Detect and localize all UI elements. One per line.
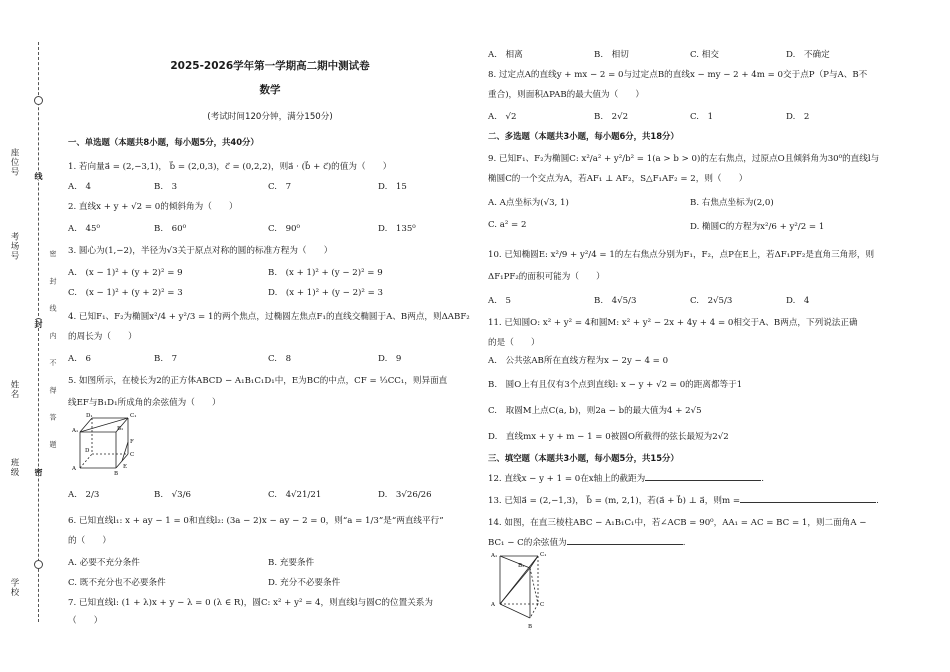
question-7-option-c[interactable]: C. 相交 [690,50,719,60]
question-4-option-b[interactable]: B. 7 [154,354,178,364]
question-5-option-a[interactable]: A. 2/3 [68,490,100,500]
question-9-stem-line1: 9. 已知F₁、F₂为椭圆C: x²/a² + y²/b² = 1(a > b > 0)的左右焦点，过原点O且倾斜角为30⁰的直线l与 [488,154,880,164]
question-2-option-a[interactable]: A. 45⁰ [68,224,100,234]
seal-text-line: 线 [34,172,44,180]
question-1-stem: 1. 若向量a⃗ = (2,−3,1)， b⃗ = (2,0,3)，c⃗ = (0,2,2)，则a⃗ · (b⃗ + c⃗)的值为（ ） [68,162,392,172]
question-7-option-a[interactable]: A. 相离 [488,50,523,60]
question-1-option-b[interactable]: B. 3 [154,182,178,192]
question-2-option-d[interactable]: D. 135⁰ [378,224,416,234]
question-1-option-d[interactable]: D. 15 [378,182,407,192]
question-12-stem: 12. 直线x − y + 1 = 0在x轴上的截距为 [488,474,646,484]
figure14-label-a1: A₁ [491,553,498,559]
question-3-option-d[interactable]: D. (x + 1)² + (y − 2)² = 3 [268,288,383,298]
question-14-stem-line2: BC₁ − C的余弦值为 [488,538,567,548]
question-3-option-a[interactable]: A. (x − 1)² + (y + 2)² = 9 [68,268,183,278]
figure5-label-d: D [85,448,90,454]
question-12-end: . [761,474,764,484]
question-2-option-c[interactable]: C. 90⁰ [268,224,300,234]
question-13-end: . [876,496,879,506]
question-4-option-a[interactable]: A. 6 [68,354,91,364]
question-6-stem-line2: 的（ ） [68,536,111,546]
question-11-option-d[interactable]: D. 直线mx + y + m − 1 = 0被圆O所截得的弦长最短为2√2 [488,432,729,442]
figure5-label-d1: D₁ [86,413,93,419]
figure5-label-c: C [130,452,135,458]
question-8-option-d[interactable]: D. 2 [786,112,810,122]
seat-number-field[interactable] [8,148,20,177]
question-5-option-d[interactable]: D. 3√26/26 [378,490,432,500]
question-5-option-b[interactable]: B. √3/6 [154,490,191,500]
question-4-option-c[interactable]: C. 8 [268,354,292,364]
seal-note: 密 封 线 内 不 得 答 题 [49,250,57,457]
exam-info: (考试时间120分钟，满分150分) [207,112,333,122]
question-7-stem-line1: 7. 已知直线l: (1 + λ)x + y − λ = 0 (λ ∈ R)，圆C: x² + y² = 4，则直线l与圆C的位置关系为 [68,598,433,608]
question-8-stem-line1: 8. 过定点A的直线y + mx − 2 = 0与过定点B的直线x − my − 2 + 4m = 0交于点P（P与A、B不 [488,70,868,80]
figure14-label-c: C [540,602,545,608]
section-title-single: 一、单选题（本题共8小题，每小题5分，共40分） [68,137,259,147]
question-9-option-c[interactable]: C. a² = 2 [488,220,527,230]
question-10-stem-line1: 10. 已知椭圆E: x²/9 + y²/4 = 1的左右焦点分别为F₁，F₂，点P在E上，若ΔF₁PF₂是直角三角形，则 [488,250,875,260]
seat-number-label: 座位号 [9,148,19,177]
name-field[interactable] [8,380,20,399]
page-title: 2025-2026学年第一学期高二期中测试卷 [170,60,370,72]
exam-room-label: 考场号 [9,232,19,261]
question-7-stem-line2: （ ） [68,616,103,626]
prism-figure [490,548,560,630]
question-10-stem-line2: ΔF₁PF₂的面积可能为（ ） [488,272,605,282]
question-6-stem-line1: 6. 已知直线l₁: x + ay − 1 = 0和直线l₂: (3a − 2)x − ay − 2 = 0，则“a = 1/3”是“两直线平行” [68,516,444,526]
question-8-option-b[interactable]: B. 2√2 [594,112,629,122]
figure5-label-c1: C₁ [130,413,137,419]
question-6-option-b[interactable]: B. 充要条件 [268,558,315,568]
question-8-stem-line2: 重合)，则面积ΔPAB的最大值为（ ） [488,90,644,100]
seal-text-feng: 封 [34,320,44,328]
question-5-option-c[interactable]: C. 4√21/21 [268,490,322,500]
figure5-label-a: A [72,466,76,472]
question-11-option-c[interactable]: C. 取圆M上点C(a, b)，则2a − b的最大值为4 + 2√5 [488,406,702,416]
question-13-stem: 13. 已知a⃗ = (2,−1,3)， b⃗ = (m, 2,1)，若(a⃗ + b⃗) ⊥ a⃗，则m = [488,496,741,506]
question-10-option-c[interactable]: C. 2√5/3 [690,296,733,306]
question-11-stem-line2: 的是（ ） [488,338,540,348]
question-10-option-b[interactable]: B. 4√5/3 [594,296,637,306]
question-12-answer-blank[interactable] [645,472,761,481]
figure14-label-a: A [491,602,495,608]
question-1-option-c[interactable]: C. 7 [268,182,292,192]
question-4-stem-line2: 的周长为（ ） [68,332,137,342]
question-12-row [488,472,764,484]
section-title-fill: 三、填空题（本题共3小题，每小题5分，共15分） [488,453,679,463]
question-10-option-a[interactable]: A. 5 [488,296,511,306]
exam-room-field[interactable] [8,232,20,261]
question-4-option-d[interactable]: D. 9 [378,354,402,364]
figure14-label-b1: B₁ [518,563,525,569]
question-14-end: . [682,538,686,548]
figure5-label-b: B [114,471,119,476]
question-8-option-a[interactable]: A. √2 [488,112,517,122]
question-7-option-d[interactable]: D. 不确定 [786,50,830,60]
figure14-label-b: B [528,624,533,630]
section-title-multi: 二、多选题（本题共3小题，每小题6分，共18分） [488,131,679,141]
question-8-option-c[interactable]: C. 1 [690,112,714,122]
figure5-label-a1: A₁ [72,428,79,434]
binding-margin [0,0,60,672]
school-field[interactable] [8,578,20,597]
question-14-stem-line1: 14. 如图，在直三棱柱ABC − A₁B₁C₁中，若∠ACB = 90⁰，AA₁ = AC = BC = 1，则二面角A − [488,518,867,528]
name-label: 姓名 [9,380,19,399]
question-2-stem: 2. 直线x + y + √2 = 0的倾斜角为（ ） [68,202,238,212]
question-13-answer-blank[interactable] [740,494,876,503]
subject-title: 数学 [259,84,281,96]
class-field[interactable] [8,458,20,477]
question-3-option-c[interactable]: C. (x − 1)² + (y + 2)² = 3 [68,288,183,298]
question-4-stem-line1: 4. 已知F₁、F₂为椭圆x²/4 + y²/3 = 1的两个焦点，过椭圆左焦点F₁的直线交椭圆于A、B两点，则ΔABF₂ [68,312,470,322]
question-6-option-d[interactable]: D. 充分不必要条件 [268,578,341,588]
question-14-answer-blank[interactable] [567,536,683,545]
question-10-option-d[interactable]: D. 4 [786,296,810,306]
question-6-option-c[interactable]: C. 既不充分也不必要条件 [68,578,166,588]
question-9-option-d[interactable]: D. 椭圆C的方程为x²/6 + y²/2 = 1 [690,222,825,232]
question-11-option-b[interactable]: B. 圆O上有且仅有3个点到直线l: x − y + √2 = 0的距离都等于1 [488,380,743,390]
class-label: 班级 [9,458,19,477]
seal-text-mi: 密 [34,468,44,476]
question-9-stem-line2: 椭圆C的一个交点为A，若AF₁ ⊥ AF₂，S△F₁AF₂ = 2，则（ ） [488,174,748,184]
figure5-label-f: F [130,439,134,445]
question-14-row [488,536,685,548]
question-5-stem-line1: 5. 如图所示，在棱长为2的正方体ABCD − A₁B₁C₁D₁中，E为BC的中点，CF = ⅓CC₁，则异面直 [68,376,448,386]
question-3-stem: 3. 圆心为(1,−2)，半径为√3关于原点对称的圆的标准方程为（ ） [68,246,333,256]
binding-hole-icon [34,560,43,569]
question-1-option-a[interactable]: A. 4 [68,182,91,192]
question-6-option-a[interactable]: A. 必要不充分条件 [68,558,140,568]
binding-hole-icon [34,96,43,105]
question-9-option-b[interactable]: B. 右焦点坐标为(2,0) [690,198,774,208]
figure14-label-c1: C₁ [540,552,547,558]
question-7-option-b[interactable]: B. 相切 [594,50,629,60]
question-5-stem-line2: 线EF与B₁D₁所成角的余弦值为（ ） [68,398,221,408]
figure5-label-b1: B₁ [117,426,124,432]
question-2-option-b[interactable]: B. 60⁰ [154,224,187,234]
cube-figure [70,410,140,476]
question-9-option-a[interactable]: A. A点坐标为(√3, 1) [488,198,569,208]
binding-dashed-line [38,42,39,622]
question-11-stem-line1: 11. 已知圆O: x² + y² = 4和圆M: x² + y² − 2x + 4y + 4 = 0相交于A、B两点，下列说法正确 [488,318,858,328]
question-11-option-a[interactable]: A. 公共弦AB所在直线方程为x − 2y − 4 = 0 [488,356,669,366]
figure5-label-e: E [123,464,128,470]
question-13-row [488,494,879,506]
school-label: 学校 [9,578,19,597]
question-3-option-b[interactable]: B. (x + 1)² + (y − 2)² = 9 [268,268,383,278]
